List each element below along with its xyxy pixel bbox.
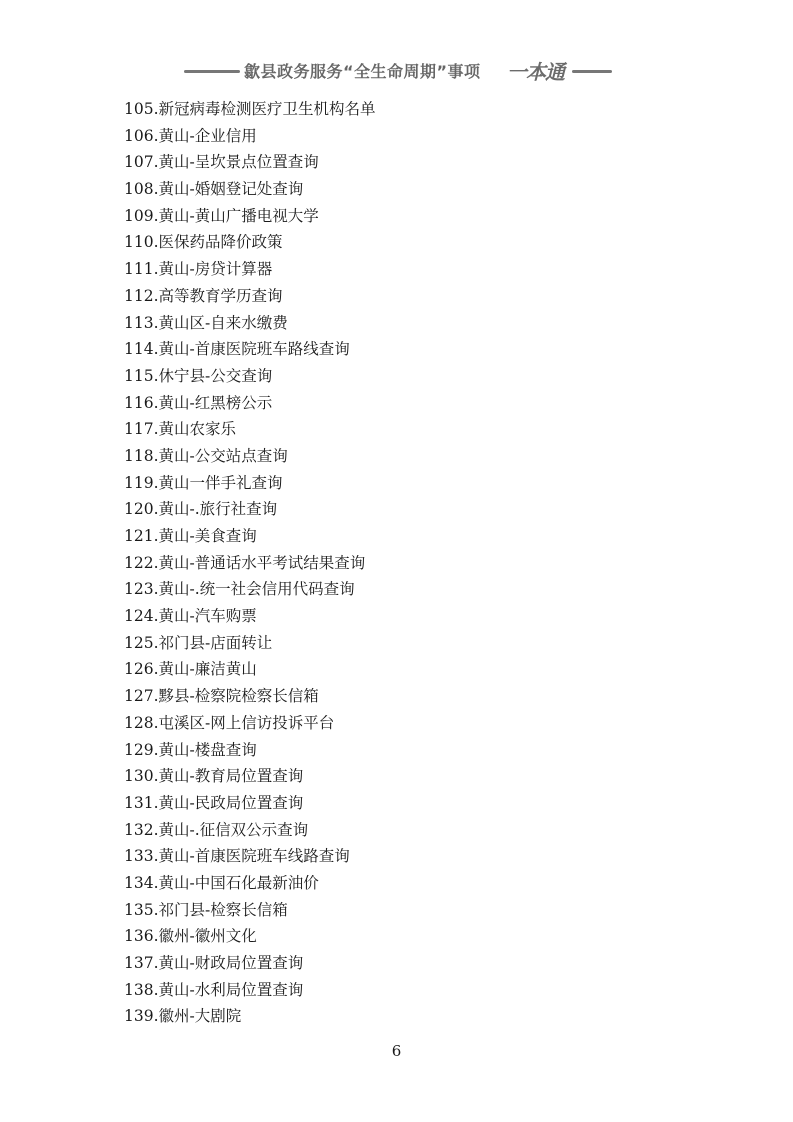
list-item: 113.黄山区-自来水缴费 [124, 313, 288, 332]
page-number: 6 [391, 1042, 402, 1060]
list-item: 132.黄山-.征信双公示查询 [124, 820, 309, 839]
list-item: 129.黄山-楼盘查询 [124, 740, 257, 759]
list-item: 108.黄山-婚姻登记处查询 [124, 180, 304, 199]
list-item: 111.黄山-房贷计算器 [124, 260, 273, 279]
list-item: 122.黄山-普通话水平考试结果查询 [124, 553, 366, 572]
list-item: 116.黄山-红黑榜公示 [124, 393, 273, 412]
list-item: 130.黄山-教育局位置查询 [124, 767, 304, 786]
list-item: 117.黄山农家乐 [124, 420, 237, 439]
list-item: 135.祁门县-检察长信箱 [124, 900, 288, 919]
list-item: 106.黄山-企业信用 [124, 126, 257, 145]
list-item: 139.徽州-大剧院 [124, 1007, 242, 1026]
header-logo: 一本通 [507, 60, 564, 84]
header-rule-left [184, 70, 240, 73]
list-item: 107.黄山-呈坎景点位置查询 [124, 153, 319, 172]
list-item: 125.祁门县-店面转让 [124, 633, 273, 652]
list-item: 124.黄山-汽车购票 [124, 607, 257, 626]
list-item: 120.黄山-.旅行社查询 [124, 500, 278, 519]
list-item: 138.黄山-水利局位置查询 [124, 980, 304, 999]
list-item: 136.徽州-徽州文化 [124, 927, 257, 946]
list-item: 118.黄山-公交站点查询 [124, 446, 288, 465]
list-item: 137.黄山-财政局位置查询 [124, 954, 304, 972]
list-item: 133.黄山-首康医院班车线路查询 [124, 847, 350, 866]
list-item: 121.黄山-美食查询 [124, 527, 257, 545]
list-item: 115.休宁县-公交查询 [124, 366, 273, 385]
list-item: 127.黟县-检察院检察长信箱 [124, 687, 319, 706]
list-item: 131.黄山-民政局位置查询 [124, 793, 304, 812]
list-item: 110.医保药品降价政策 [124, 233, 283, 252]
list-item: 119.黄山一伴手礼查询 [124, 473, 283, 492]
list-item: 126.黄山-廉洁黄山 [124, 660, 257, 679]
list-item: 114.黄山-首康医院班车路线查询 [124, 340, 350, 359]
header-rule-right [572, 70, 612, 73]
list-item: 112.高等教育学历查询 [124, 286, 283, 305]
service-item-list [124, 96, 376, 1030]
list-item: 109.黄山-黄山广播电视大学 [124, 206, 319, 225]
list-item: 134.黄山-中国石化最新油价 [124, 873, 319, 892]
list-item: 123.黄山-.统一社会信用代码查询 [124, 580, 355, 599]
page-header [0, 56, 793, 86]
list-item: 128.屯溪区-网上信访投诉平台 [124, 713, 335, 732]
list-item: 105.新冠病毒检测医疗卫生机构名单 [124, 100, 376, 118]
header-title: 歙县政务服务“全生命周期”事项 [244, 62, 481, 81]
